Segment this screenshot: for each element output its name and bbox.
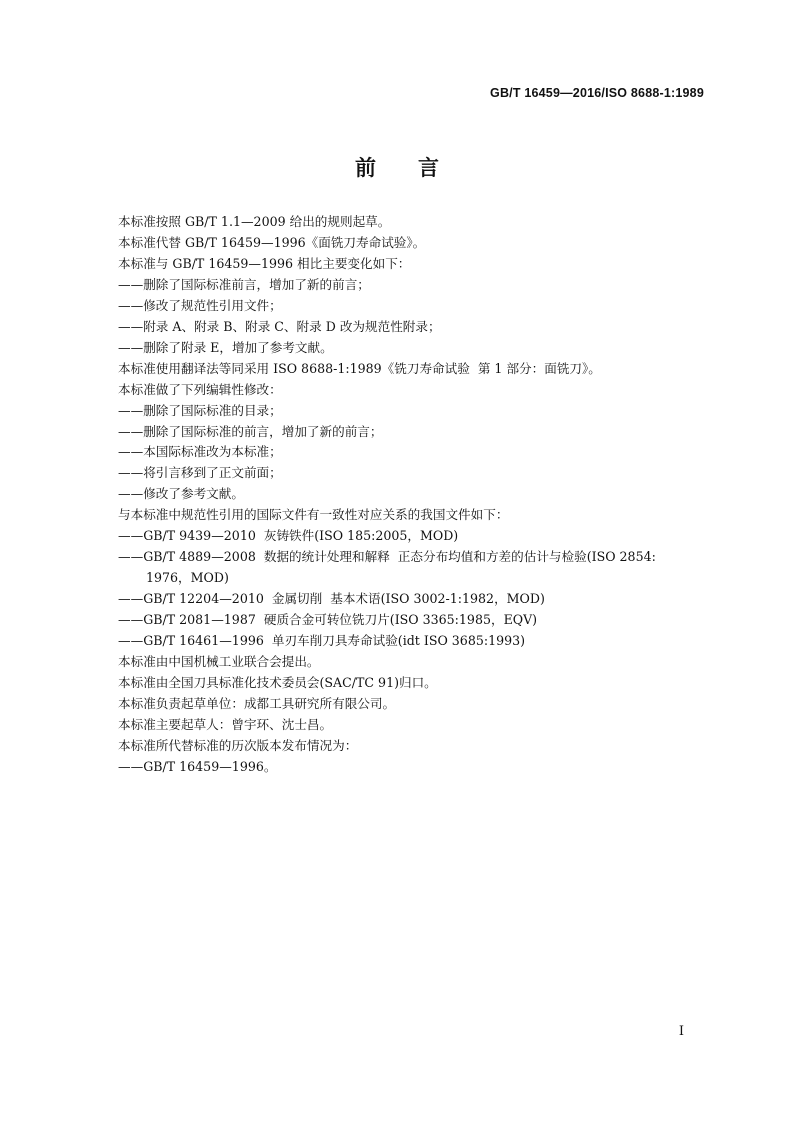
text-line: 本标准代替 GB/T 16459—1996《面铣刀寿命试验》。 bbox=[118, 234, 426, 250]
text-line: 本标准做了下列编辑性修改： bbox=[118, 381, 282, 397]
list-item: ——删除了国际标准的前言，增加了新的前言； bbox=[118, 423, 383, 439]
list-item: ——修改了参考文献。 bbox=[118, 486, 244, 502]
list-item: ——删除了附录 E，增加了参考文献。 bbox=[118, 339, 333, 355]
text-line: 与本标准中规范性引用的国际文件有一致性对应关系的我国文件如下： bbox=[118, 507, 509, 523]
text-line: 本标准使用翻译法等同采用 ISO 8688-1:1989《铣刀寿命试验 第 1 部分：面铣刀》。 bbox=[118, 360, 601, 376]
reference-item: ——GB/T 9439—2010 灰铸铁件(ISO 185:2005，MOD) bbox=[118, 528, 459, 544]
reference-item: ——GB/T 4889—2008 数据的统计处理和解释 正态分布均值和方差的估计与检验(ISO 2854: 1976，MOD) bbox=[118, 549, 656, 586]
text-line: 本标准与 GB/T 16459—1996 相比主要变化如下： bbox=[118, 255, 411, 271]
list-item: ——修改了规范性引用文件； bbox=[118, 297, 282, 313]
reference-item: ——GB/T 2081—1987 硬质合金可转位铣刀片(ISO 3365:1985，EQV) bbox=[118, 612, 538, 628]
text-line: 本标准由中国机械工业联合会提出。 bbox=[118, 654, 320, 670]
text-line: 本标准所代替标准的历次版本发布情况为： bbox=[118, 737, 358, 753]
page-number: I bbox=[678, 1024, 684, 1039]
reference-item: ——GB/T 16461—1996 单刃车削刀具寿命试验(idt ISO 3685:1993) bbox=[118, 633, 526, 649]
list-item: ——本国际标准改为本标准； bbox=[118, 444, 282, 460]
list-item: ——附录 A、附录 B、附录 C、附录 D 改为规范性附录； bbox=[118, 318, 441, 334]
page-title: 前言 bbox=[355, 156, 481, 180]
text-line: 本标准主要起草人：曾宇环、沈士昌。 bbox=[118, 716, 333, 732]
text-line: 本标准由全国刀具标准化技术委员会(SAC/TC 91)归口。 bbox=[118, 674, 437, 690]
text-line: 本标准按照 GB/T 1.1—2009 给出的规则起草。 bbox=[118, 214, 391, 229]
reference-item: ——GB/T 12204—2010 金属切削 基本术语(ISO 3002-1:1982，MOD) bbox=[118, 591, 545, 607]
standard-code-header: GB/T 16459—2016/ISO 8688-1:1989 bbox=[490, 86, 704, 100]
list-item: ——将引言移到了正文前面； bbox=[118, 465, 282, 481]
text-line: 本标准负责起草单位：成都工具研究所有限公司。 bbox=[118, 695, 396, 711]
list-item: ——删除了国际标准前言，增加了新的前言； bbox=[118, 276, 370, 292]
list-item: ——删除了国际标准的目录； bbox=[118, 402, 282, 418]
foreword-body bbox=[118, 212, 718, 778]
list-item: ——GB/T 16459—1996。 bbox=[118, 758, 277, 774]
